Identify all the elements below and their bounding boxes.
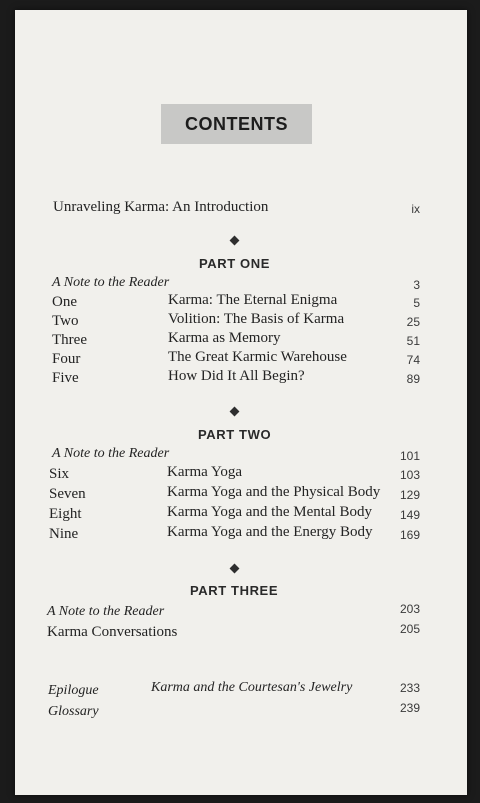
chapter-page: 129: [399, 488, 420, 502]
chapter-page: 5: [413, 296, 420, 310]
chapter-title: Karma Yoga: [167, 464, 242, 480]
glossary-label: Glossary: [48, 704, 99, 719]
part-one-note-label: A Note to the Reader: [52, 275, 170, 290]
intro-label: Unraveling Karma: An Introduction: [53, 199, 269, 215]
chapter-page: 89: [406, 372, 420, 386]
chapter-page: 149: [399, 508, 420, 522]
contents-title-box: [161, 104, 312, 144]
chapter-page: 25: [406, 315, 420, 329]
chapter-number: Three: [52, 332, 87, 348]
chapter-title: Karma Yoga and the Energy Body: [167, 524, 373, 540]
chapter-number: Nine: [49, 526, 79, 542]
part-one-note-page: 3: [413, 278, 420, 292]
chapter-title: The Great Karmic Warehouse: [168, 349, 347, 365]
chapter-number: One: [52, 294, 77, 310]
chapter-page: 103: [399, 468, 420, 482]
chapter-title: Karma: The Eternal Enigma: [168, 292, 338, 308]
part-two-note-label: A Note to the Reader: [52, 446, 170, 461]
chapter-title: Karma Yoga and the Physical Body: [167, 484, 381, 500]
diamond-ornament: [230, 236, 240, 246]
diamond-ornament: [230, 564, 240, 574]
epilogue-title: Karma and the Courtesan's Jewelry: [151, 680, 353, 695]
chapter-number: Six: [49, 466, 70, 482]
part-two-heading: PART TWO: [198, 427, 272, 442]
epilogue-label: Epilogue: [48, 683, 99, 698]
chapter-title: How Did It All Begin?: [168, 368, 305, 384]
chapter-page: 51: [406, 334, 420, 348]
part-three-heading: PART THREE: [190, 583, 279, 598]
intro-page: ix: [411, 202, 420, 216]
part-one-heading: PART ONE: [199, 256, 271, 271]
chapter-number: Eight: [49, 506, 82, 522]
book-page: [15, 10, 467, 795]
chapter-title: Karma Yoga and the Mental Body: [167, 504, 372, 520]
glossary-page: 239: [399, 701, 420, 715]
epilogue-page: 233: [399, 681, 420, 695]
part-three-note-label: A Note to the Reader: [47, 604, 165, 619]
diamond-ornament: [230, 407, 240, 417]
chapter-number: Five: [52, 370, 79, 386]
chapter-number: Two: [52, 313, 79, 329]
chapter-title: Volition: The Basis of Karma: [168, 311, 345, 327]
chapter-page: 169: [399, 528, 420, 542]
chapter-title: Karma as Memory: [168, 330, 281, 346]
part-three-note-page: 203: [399, 602, 420, 616]
chapter-number: Four: [52, 351, 81, 367]
part-two-note-page: 101: [399, 449, 420, 463]
chapter-number: Seven: [49, 486, 86, 502]
karma-conversations-page: 205: [399, 622, 420, 636]
karma-conversations-label: Karma Conversations: [47, 624, 178, 640]
chapter-page: 74: [406, 353, 420, 367]
page-title: CONTENTS: [185, 114, 288, 134]
